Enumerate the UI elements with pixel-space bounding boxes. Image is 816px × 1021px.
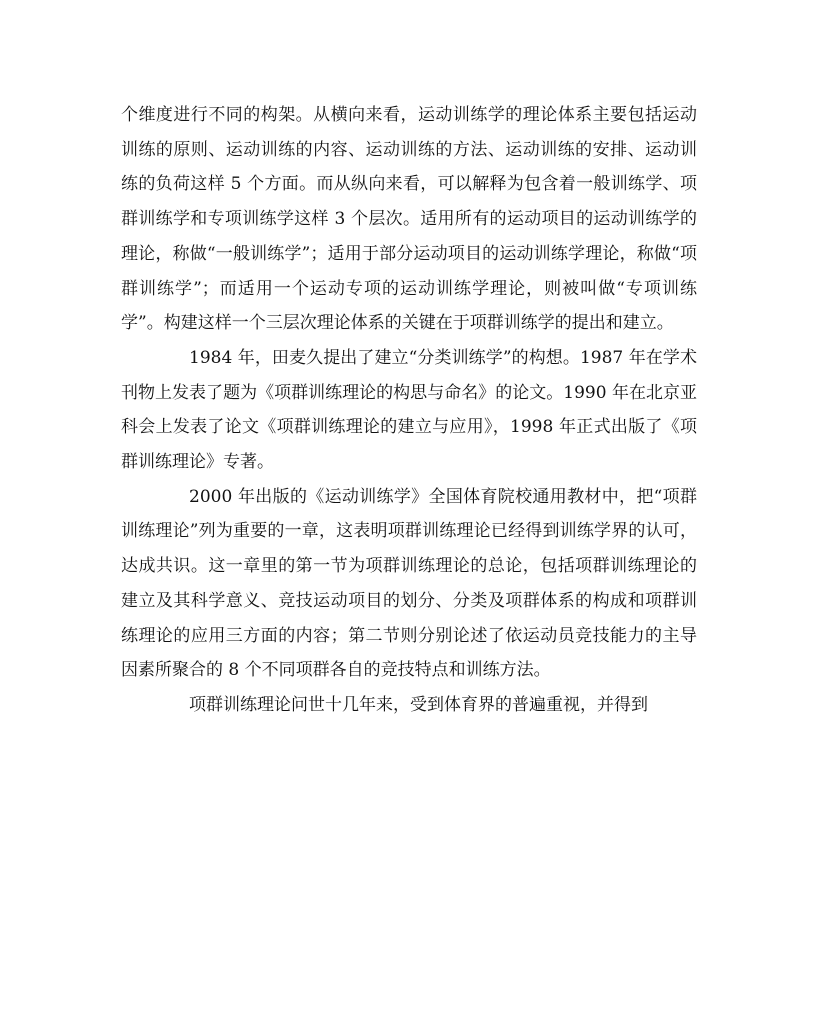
paragraph-2: 1984 年，田麦久提出了建立“分类训练学”的构想。1987 年在学术刊物上发表了题为《项群训练理论的构思与命名》的论文。1990 年在北京亚科会上发表了论文《项群训练理论的建立与应用》，1998 年正式出版了《项群训练理论》专著。: [121, 347, 697, 473]
body-text: [121, 98, 697, 723]
paragraph-4: 项群训练理论问世十几年来，受到体育界的普遍重视，并得到: [189, 694, 648, 715]
paragraph-3: 2000 年出版的《运动训练学》全国体育院校通用教材中，把“项群训练理论”列为重要的一章，这表明项群训练理论已经得到训练学界的认可，达成共识。这一章里的第一节为项群训练理论的总论，包括项群训练理论的建立及其科学意义、竞技运动项目的划分、分类及项群体系的构成和项群训练理论的应用三方面的内容；第二节则分别论述了依运动员竞技能力的主导因素所聚合的 8 个不同项群各自的竞技特点和训练方法。: [121, 486, 697, 681]
paragraph-1: 个维度进行不同的构架。从横向来看，运动训练学的理论体系主要包括运动训练的原则、运动训练的内容、运动训练的方法、运动训练的安排、运动训练的负荷这样 5 个方面。而从纵向来看，可以解释为包含着一般训练学、项群训练学和专项训练学这样 3 个层次。适用所有的运动项目的运动训练学的理论，称做“一般训练学”；适用于部分运动项目的运动训练学理论，称做“项群训练学”；而适用一个运动专项的运动训练学理论，则被叫做“专项训练学”。构建这样一个三层次理论体系的关键在于项群训练学的提出和建立。: [121, 105, 697, 334]
